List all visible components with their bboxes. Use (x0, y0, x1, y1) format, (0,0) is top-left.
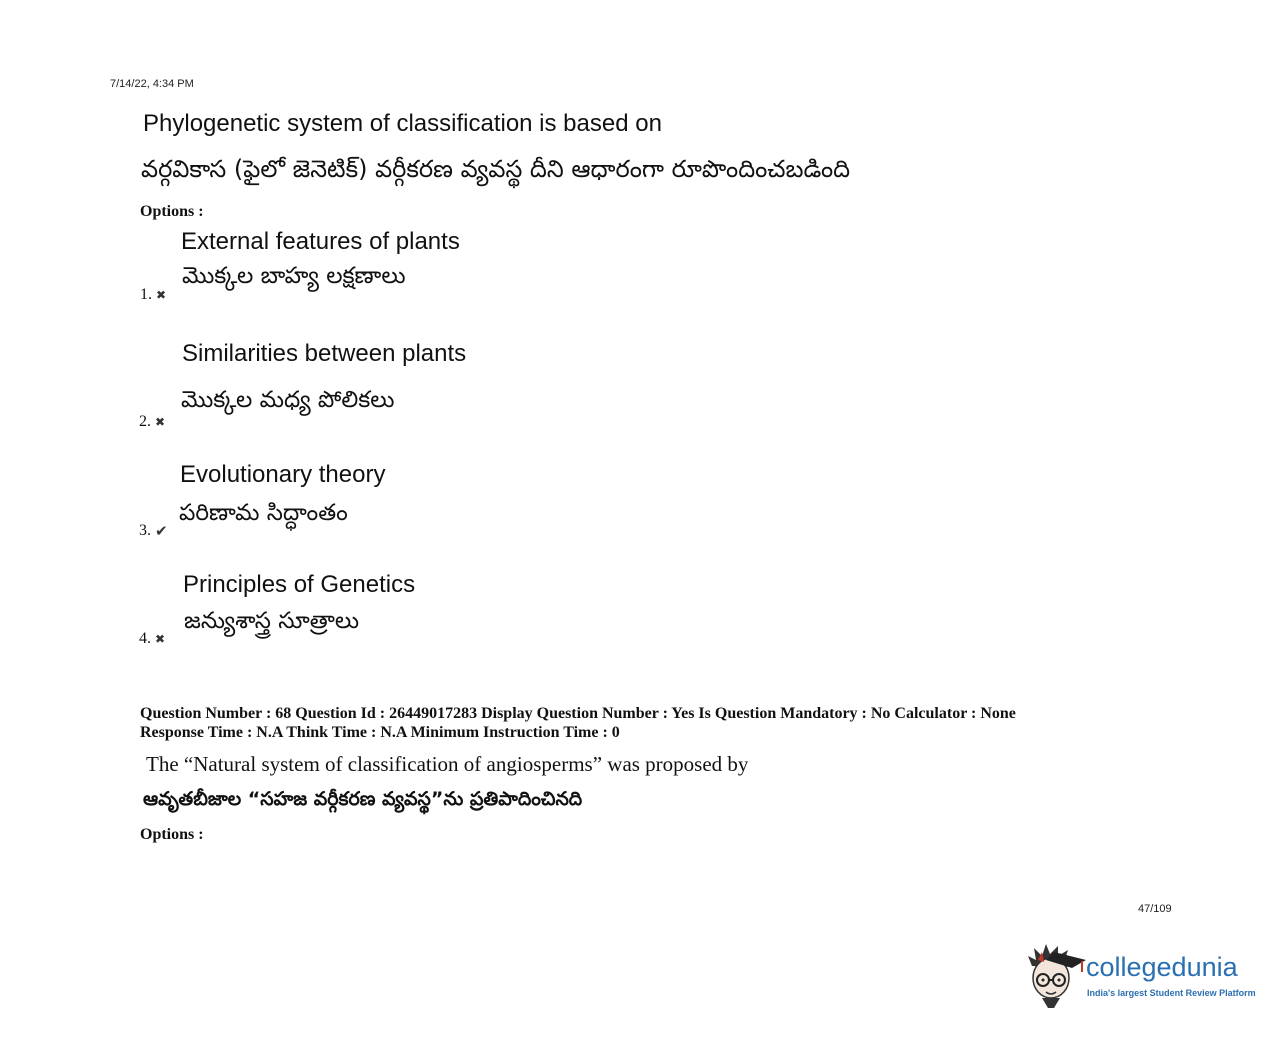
option-3-number-text: 3. (139, 522, 151, 539)
cross-icon: ✖ (155, 415, 166, 429)
question-meta-line-2: Response Time : N.A Think Time : N.A Minimum Instruction Time : 0 (140, 724, 620, 741)
collegedunia-logo-text: collegedunia (1086, 952, 1238, 982)
question-title-english: Phylogenetic system of classification is based on (143, 110, 662, 137)
option-4-english: Principles of Genetics (183, 571, 416, 598)
option-1-number-text: 1. (140, 286, 152, 303)
question-title-telugu: వర్గవికాస (ఫైలో జెనెటిక్) వర్గీకరణ వ్యవస్థ దీని ఆధారంగా రూపొందించబడింది (141, 155, 851, 183)
option-2-telugu: మొక్కల మధ్య పోలికలు (181, 387, 395, 413)
option-4-number-text: 4. (139, 630, 151, 647)
question-meta (140, 704, 1016, 742)
option-3-number (139, 522, 168, 540)
option-4-telugu: జన్యుశాస్త్ర సూత్రాలు (184, 608, 360, 634)
option-1-english: External features of plants (181, 228, 460, 255)
option-4-number (139, 630, 165, 648)
print-timestamp: 7/14/22, 4:34 PM (110, 78, 194, 90)
option-2-english: Similarities between plants (182, 340, 467, 367)
page-number: 47/109 (1138, 903, 1172, 915)
cross-icon: ✖ (155, 632, 166, 646)
collegedunia-tagline: India's largest Student Review Platform (1087, 988, 1256, 998)
question-2-title-english: The “Natural system of classification of angiosperms” was proposed by (146, 752, 749, 776)
option-2-number (139, 413, 165, 431)
question-meta-line-1: Question Number : 68 Question Id : 26449017283 Display Question Number : Yes Is Question Mandatory : No Calculator : None (140, 705, 1016, 722)
collegedunia-mascot-icon (1024, 938, 1088, 1010)
cross-icon: ✖ (156, 288, 167, 302)
option-2-number-text: 2. (139, 413, 151, 430)
question-2-title-telugu: ఆవృతబీజాల “సహజ వర్గీకరణ వ్యవస్థ”ను ప్రతిపాదించినది (143, 788, 583, 810)
options-label: Options : (140, 203, 204, 220)
option-3-english: Evolutionary theory (180, 461, 386, 488)
option-1-telugu: మొక్కల బాహ్య లక్షణాలు (182, 263, 406, 289)
options-label-2: Options : (140, 826, 204, 843)
option-1-number (140, 286, 166, 304)
check-icon: ✔ (155, 522, 168, 540)
option-3-telugu: పరిణామ సిద్ధాంతం (179, 500, 348, 526)
